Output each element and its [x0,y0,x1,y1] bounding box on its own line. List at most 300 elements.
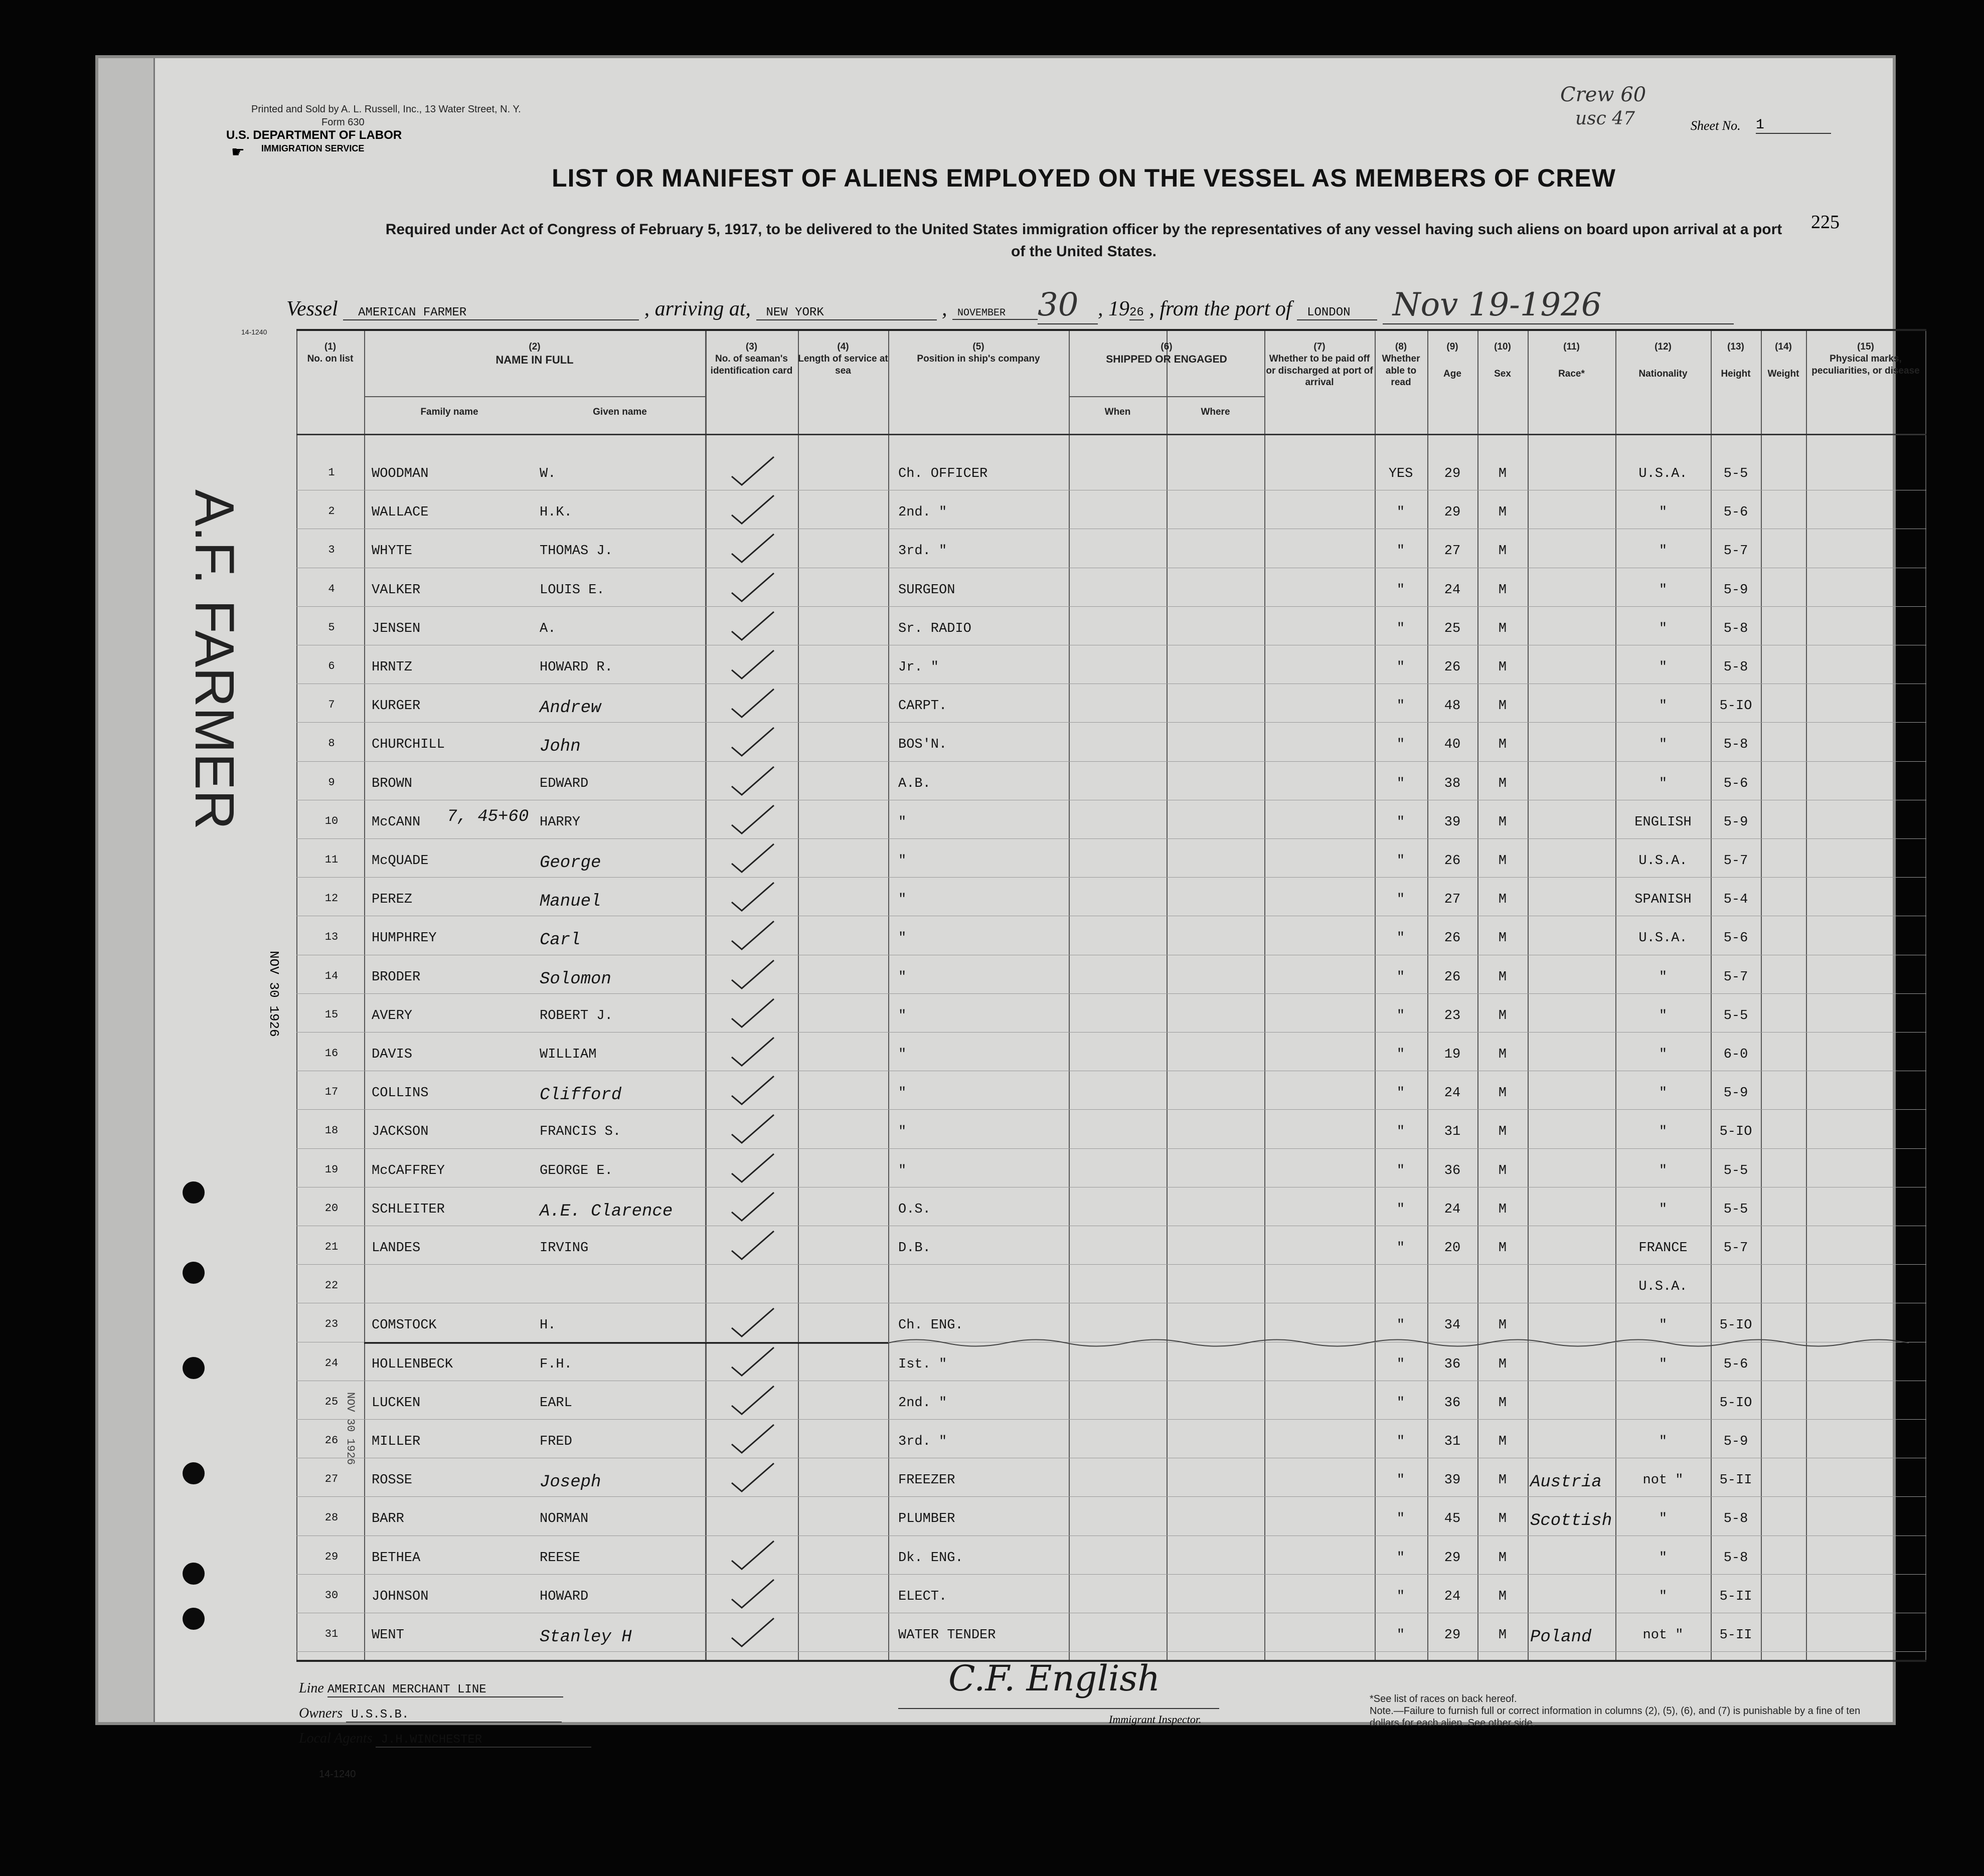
row-2-sex: M [1498,505,1507,521]
binding-strip [98,58,155,1722]
row-13-family: HUMPHREY [372,931,437,946]
row-13-no: 13 [324,931,339,944]
row-16-family: DAVIS [372,1047,413,1062]
row-27-given: Joseph [540,1473,601,1492]
row-11-family: McQUADE [372,854,429,869]
received-stamp: NOV 30 1926 [266,951,281,1037]
row-9-given: EDWARD [540,776,589,791]
col2-header: NAME IN FULL [495,353,574,366]
row-3-sex: M [1498,544,1507,559]
row-2-given: H.K. [540,505,572,521]
row-11-read: " [1396,854,1405,869]
row-24-no: 24 [324,1356,339,1370]
row-14-position: " [898,969,907,985]
checkmark-icon [728,1151,773,1181]
row-22-nat: U.S.A. [1638,1279,1688,1295]
col9-header: Age [1443,368,1461,379]
year-suffix: 26 [1129,306,1144,319]
row-8-height: 5-8 [1723,737,1748,753]
departure-date: Nov 19-1926 [1383,286,1734,324]
col15-header: Physical marks, peculiarities, or disease [1811,353,1920,376]
row-11-no: 11 [324,854,339,866]
checkmark-icon [728,918,773,948]
row-6-position: Jr. " [898,660,939,675]
row-24-height: 5-6 [1723,1356,1748,1372]
row-22-no: 22 [324,1279,339,1292]
row-12-given: Manuel [540,892,601,912]
row-25-given: EARL [540,1395,572,1411]
arriving-label: , arriving at, [644,297,751,320]
row-1-read: YES [1388,466,1413,481]
col12-header: Nationality [1638,368,1688,379]
row-21-age: 20 [1444,1241,1461,1256]
checkmark-icon [728,802,773,832]
row-26-position: 3rd. " [898,1434,947,1449]
row-29-height: 5-8 [1723,1550,1748,1566]
row-5-nat: " [1659,621,1668,636]
row-27-position: FREEZER [898,1473,955,1488]
line-label: Line [299,1680,324,1696]
manifest-page [95,55,1920,1780]
year-prefix: 19 [1108,297,1129,320]
row-9-sex: M [1498,776,1507,791]
row-19-given: GEORGE E. [540,1163,613,1178]
row-8-position: BOS'N. [898,737,947,753]
row-8-given: John [540,737,581,757]
col1-number: (1) [324,342,337,352]
row-27-read: " [1396,1473,1405,1488]
row-7-height: 5-IO [1719,699,1752,714]
row-1-family: WOODMAN [372,466,429,481]
col2-number: (2) [529,342,541,352]
when-header: When [1104,407,1131,417]
checkmark-icon [728,841,773,871]
row-5-given: A. [540,621,556,636]
row-4-read: " [1396,582,1405,598]
row-29-age: 29 [1444,1550,1461,1566]
row-24-nat: " [1659,1356,1668,1372]
checkmark-icon [728,1189,773,1220]
row-17-age: 24 [1444,1086,1461,1101]
row-21-nat: FRANCE [1638,1241,1688,1256]
row-8-read: " [1396,737,1405,753]
row-17-sex: M [1498,1086,1507,1101]
col5-header: Position in ship's company [917,353,1040,364]
row-19-read: " [1396,1163,1405,1178]
row-21-given: IRVING [540,1241,589,1256]
row-14-no: 14 [324,969,339,982]
row-5-no: 5 [328,621,335,634]
row-9-nat: " [1659,776,1668,791]
row-27-no: 27 [324,1473,339,1486]
voyage-line: Vessel AMERICAN FARMER , arriving at, NEW YORK , NOVEMBER 30 , 1926 , from the port of LONDON Nov 19-1926 [286,286,1734,324]
row-24-sex: M [1498,1356,1507,1372]
row-13-nat: U.S.A. [1638,931,1688,946]
races-note: *See list of races on back hereof. [1370,1693,1517,1704]
row-2-no: 2 [328,505,335,518]
row-25-sex: M [1498,1395,1507,1411]
row-11-sex: M [1498,854,1507,869]
col15-number: (15) [1857,342,1874,352]
row-19-family: McCAFFREY [372,1163,445,1178]
row-31-family: WENT [372,1628,404,1643]
row-16-nat: " [1659,1047,1668,1062]
row-8-family: CHURCHILL [372,737,445,753]
row-20-family: SCHLEITER [372,1202,445,1217]
row-9-position: A.B. [898,776,931,791]
row-9-no: 9 [328,776,335,789]
owners-field [299,1706,562,1723]
row-4-given: LOUIS E. [540,582,605,598]
row-13-sex: M [1498,931,1507,946]
row-24-given: F.H. [540,1356,572,1372]
row-14-nat: " [1659,969,1668,985]
row-7-sex: M [1498,699,1507,714]
row-11-given: George [540,854,601,873]
row-5-age: 25 [1444,621,1461,636]
row-19-nat: " [1659,1163,1668,1178]
inspector-signature: C.F. English [948,1658,1161,1699]
col12-number: (12) [1655,342,1672,352]
checkmark-icon [728,492,773,523]
row-26-age: 31 [1444,1434,1461,1449]
row-30-position: ELECT. [898,1589,947,1604]
col8-number: (8) [1395,342,1407,352]
row-15-read: " [1396,1008,1405,1024]
row-14-sex: M [1498,969,1507,985]
row-1-height: 5-5 [1723,466,1748,481]
row-26-family: MILLER [372,1434,421,1449]
row-20-height: 5-5 [1723,1202,1748,1217]
row-18-age: 31 [1444,1124,1461,1140]
row-6-family: HRNTZ [372,660,413,675]
sheet-label: Sheet No. [1691,118,1741,133]
row-17-nat: " [1659,1086,1668,1101]
row-11-age: 26 [1444,854,1461,869]
row-23-age: 34 [1444,1318,1461,1333]
row-12-family: PEREZ [372,892,413,908]
row-28-race: Scottish [1530,1511,1612,1531]
row-1-position: Ch. OFFICER [898,466,988,481]
row-29-family: BETHEA [372,1550,421,1566]
row-1-sex: M [1498,466,1507,481]
row-29-sex: M [1498,1550,1507,1566]
row-28-nat: " [1659,1511,1668,1527]
row-3-age: 27 [1444,544,1461,559]
row-21-no: 21 [324,1241,339,1253]
row-15-age: 23 [1444,1008,1461,1024]
checkmark-icon [728,1615,773,1645]
checkmark-icon [728,1577,773,1607]
row-27-sex: M [1498,1473,1507,1488]
row-6-age: 26 [1444,660,1461,675]
row-1-nat: U.S.A. [1638,466,1688,481]
page-number: 225 [1811,212,1840,233]
row-2-nat: " [1659,505,1668,521]
row-2-height: 5-6 [1723,505,1748,521]
side-vessel-note: A.F. FARMER [184,489,245,830]
row-20-position: O.S. [898,1202,931,1217]
row-26-given: FRED [540,1434,572,1449]
row-4-family: VALKER [372,582,421,598]
checkmark-icon [728,1305,773,1335]
row-20-nat: " [1659,1202,1668,1217]
checkmark-icon [728,454,773,484]
row-25-no: 25 [324,1395,339,1408]
row-15-sex: M [1498,1008,1507,1024]
manifest-title: LIST OR MANIFEST OF ALIENS EMPLOYED ON THE VESSEL AS MEMBERS OF CREW [552,164,1616,192]
row-28-read: " [1396,1511,1405,1527]
row-13-read: " [1396,931,1405,946]
row-28-sex: M [1498,1511,1507,1527]
col9-number: (9) [1446,342,1458,352]
row-27-race: Austria [1530,1473,1602,1492]
row-28-no: 28 [324,1511,339,1524]
row-18-read: " [1396,1124,1405,1140]
from-label: , from the port of [1149,297,1292,320]
row-23-height: 5-IO [1719,1318,1752,1333]
row-26-nat: " [1659,1434,1668,1449]
row-17-no: 17 [324,1086,339,1099]
row-31-given: Stanley H [540,1628,632,1647]
row-4-sex: M [1498,582,1507,598]
row-31-height: 5-II [1719,1628,1752,1643]
arrival-day: 30 [1038,286,1098,324]
row-31-nat: not " [1642,1628,1684,1643]
service-label: IMMIGRATION SERVICE [261,143,365,153]
row-31-age: 29 [1444,1628,1461,1643]
row-18-nat: " [1659,1124,1668,1140]
col13-number: (13) [1727,342,1744,352]
row-2-position: 2nd. " [898,505,947,521]
row-30-read: " [1396,1589,1405,1604]
checkmark-icon [728,609,773,639]
row-14-family: BRODER [372,969,421,985]
row-7-read: " [1396,699,1405,714]
line-value: AMERICAN MERCHANT LINE [327,1683,563,1697]
row-10-sex: M [1498,814,1507,830]
col14-number: (14) [1775,342,1792,352]
row-27-nat: not " [1642,1473,1684,1488]
row-3-height: 5-7 [1723,544,1748,559]
checkmark-icon [728,531,773,561]
row-26-sex: M [1498,1434,1507,1449]
form-corner: 14-1240 [241,328,267,336]
row-7-family: KURGER [372,699,421,714]
arrival-month: NOVEMBER [952,307,1038,320]
row-25-age: 36 [1444,1395,1461,1411]
row-10-position: " [898,814,907,830]
col11-header: Race* [1558,368,1585,379]
row-20-sex: M [1498,1202,1507,1217]
row-10-family: McCANN [372,814,421,830]
row-6-read: " [1396,660,1405,675]
row-24-position: Ist. " [898,1356,947,1372]
row-15-family: AVERY [372,1008,413,1024]
vessel-label: Vessel [286,297,338,320]
row-28-height: 5-8 [1723,1511,1748,1527]
row-31-position: WATER TENDER [898,1628,996,1643]
checkmark-icon [728,570,773,600]
row-10-read: " [1396,814,1405,830]
row-13-given: Carl [540,931,581,950]
row-3-nat: " [1659,544,1668,559]
owners-label: Owners [299,1706,343,1721]
row-9-age: 38 [1444,776,1461,791]
row-10-given: HARRY [540,814,581,830]
row-14-age: 26 [1444,969,1461,985]
col8-header: Whether able to read [1382,353,1420,388]
row-16-no: 16 [324,1047,339,1060]
row-2-read: " [1396,505,1405,521]
row-21-family: LANDES [372,1241,421,1256]
row-12-nat: SPANISH [1634,892,1692,908]
side-stamp: NOV 30 1926 [344,1392,357,1465]
row-26-height: 5-9 [1723,1434,1748,1449]
row-24-family: HOLLENBECK [372,1356,453,1372]
checkmark-icon [728,1112,773,1142]
row-15-height: 5-5 [1723,1008,1748,1024]
row-5-family: JENSEN [372,621,421,636]
row-30-no: 30 [324,1589,339,1602]
footnote [1370,1693,1871,1729]
given-name-header: Given name [593,407,647,417]
row-2-age: 29 [1444,505,1461,521]
col14-header: Weight [1767,368,1799,379]
row-21-height: 5-7 [1723,1241,1748,1256]
checkmark-icon [728,1422,773,1452]
section-divider-line [364,1334,1924,1354]
row-25-position: 2nd. " [898,1395,947,1411]
row-26-no: 26 [324,1434,339,1447]
row-9-read: " [1396,776,1405,791]
col7-number: (7) [1313,342,1326,352]
col7-header: Whether to be paid off or discharged at port of arrival [1266,353,1373,388]
row-8-age: 40 [1444,737,1461,753]
checkmark-icon [728,1035,773,1065]
row-14-height: 5-7 [1723,969,1748,985]
col10-header: Sex [1494,368,1511,379]
row-4-position: SURGEON [898,582,955,598]
row-28-age: 45 [1444,1511,1461,1527]
row-7-age: 48 [1444,699,1461,714]
row-1-given: W. [540,466,556,481]
row-31-no: 31 [324,1628,339,1640]
row-15-nat: " [1659,1008,1668,1024]
row-17-family: COLLINS [372,1086,429,1101]
row-16-sex: M [1498,1047,1507,1062]
agents-value: J.H.WINCHESTER [376,1733,591,1748]
checkmark-icon [728,1228,773,1258]
checkmark-icon [728,1460,773,1490]
row-3-read: " [1396,544,1405,559]
row-12-no: 12 [324,892,339,905]
row-3-no: 3 [328,544,335,557]
row-6-height: 5-8 [1723,660,1748,675]
row-23-given: H. [540,1318,556,1333]
row-19-position: " [898,1163,907,1178]
arrival-port: NEW YORK [756,306,937,320]
row-9-height: 5-6 [1723,776,1748,791]
row-12-height: 5-4 [1723,892,1748,908]
row-30-nat: " [1659,1589,1668,1604]
col3-header: No. of seaman's identification card [710,353,793,376]
row-8-sex: M [1498,737,1507,753]
checkmark-icon [728,880,773,910]
row-29-given: REESE [540,1550,581,1566]
row-20-age: 24 [1444,1202,1461,1217]
row-31-race: Poland [1530,1628,1592,1647]
row-10-note: 7, 45+60 [447,807,529,826]
row-13-position: " [898,931,907,946]
row-1-no: 1 [328,466,335,479]
row-20-no: 20 [324,1202,339,1215]
checkmark-icon [728,1383,773,1413]
row-3-family: WHYTE [372,544,413,559]
penalty-note: Note.—Failure to furnish full or correct information in columns (2), (5), (6), and (7) is punishable by a fine of ten dollars for each alien. See other side. [1370,1706,1861,1729]
row-19-no: 19 [324,1163,339,1176]
agents-field [299,1731,591,1748]
col4-number: (4) [837,342,849,352]
row-31-read: " [1396,1628,1405,1643]
row-7-position: CARPT. [898,699,947,714]
crew-count-note: Crew 60 [1560,83,1646,106]
row-6-sex: M [1498,660,1507,675]
row-5-height: 5-8 [1723,621,1748,636]
row-12-read: " [1396,892,1405,908]
row-7-no: 7 [328,699,335,712]
row-29-position: Dk. ENG. [898,1550,963,1566]
row-23-no: 23 [324,1318,339,1331]
row-19-sex: M [1498,1163,1507,1178]
checkmark-icon [728,764,773,794]
row-15-no: 15 [324,1008,339,1021]
row-16-position: " [898,1047,907,1062]
row-6-nat: " [1659,660,1668,675]
row-11-nat: U.S.A. [1638,854,1688,869]
row-10-no: 10 [324,814,339,827]
row-15-given: ROBERT J. [540,1008,613,1024]
row-4-no: 4 [328,582,335,595]
row-8-no: 8 [328,737,335,750]
row-6-no: 6 [328,660,335,672]
owners-value: U.S.S.B. [346,1708,562,1723]
row-27-family: ROSSE [372,1473,413,1488]
row-15-position: " [898,1008,907,1024]
row-30-age: 24 [1444,1589,1461,1604]
row-26-read: " [1396,1434,1405,1449]
row-24-read: " [1396,1356,1405,1372]
agents-label: Local Agents [299,1731,373,1746]
row-13-height: 5-6 [1723,931,1748,946]
row-24-age: 36 [1444,1356,1461,1372]
col10-number: (10) [1494,342,1511,352]
col11-number: (11) [1563,342,1580,352]
row-16-age: 19 [1444,1047,1461,1062]
form-number: Form 630 [321,117,365,128]
col1-header: No. on list [307,353,354,364]
row-10-height: 5-9 [1723,814,1748,830]
row-29-nat: " [1659,1550,1668,1566]
row-18-height: 5-IO [1719,1124,1752,1140]
row-13-age: 26 [1444,931,1461,946]
row-21-read: " [1396,1241,1405,1256]
checkmark-icon [728,725,773,755]
row-23-read: " [1396,1318,1405,1333]
checkmark-icon [728,957,773,987]
row-4-age: 24 [1444,582,1461,598]
row-18-position: " [898,1124,907,1140]
